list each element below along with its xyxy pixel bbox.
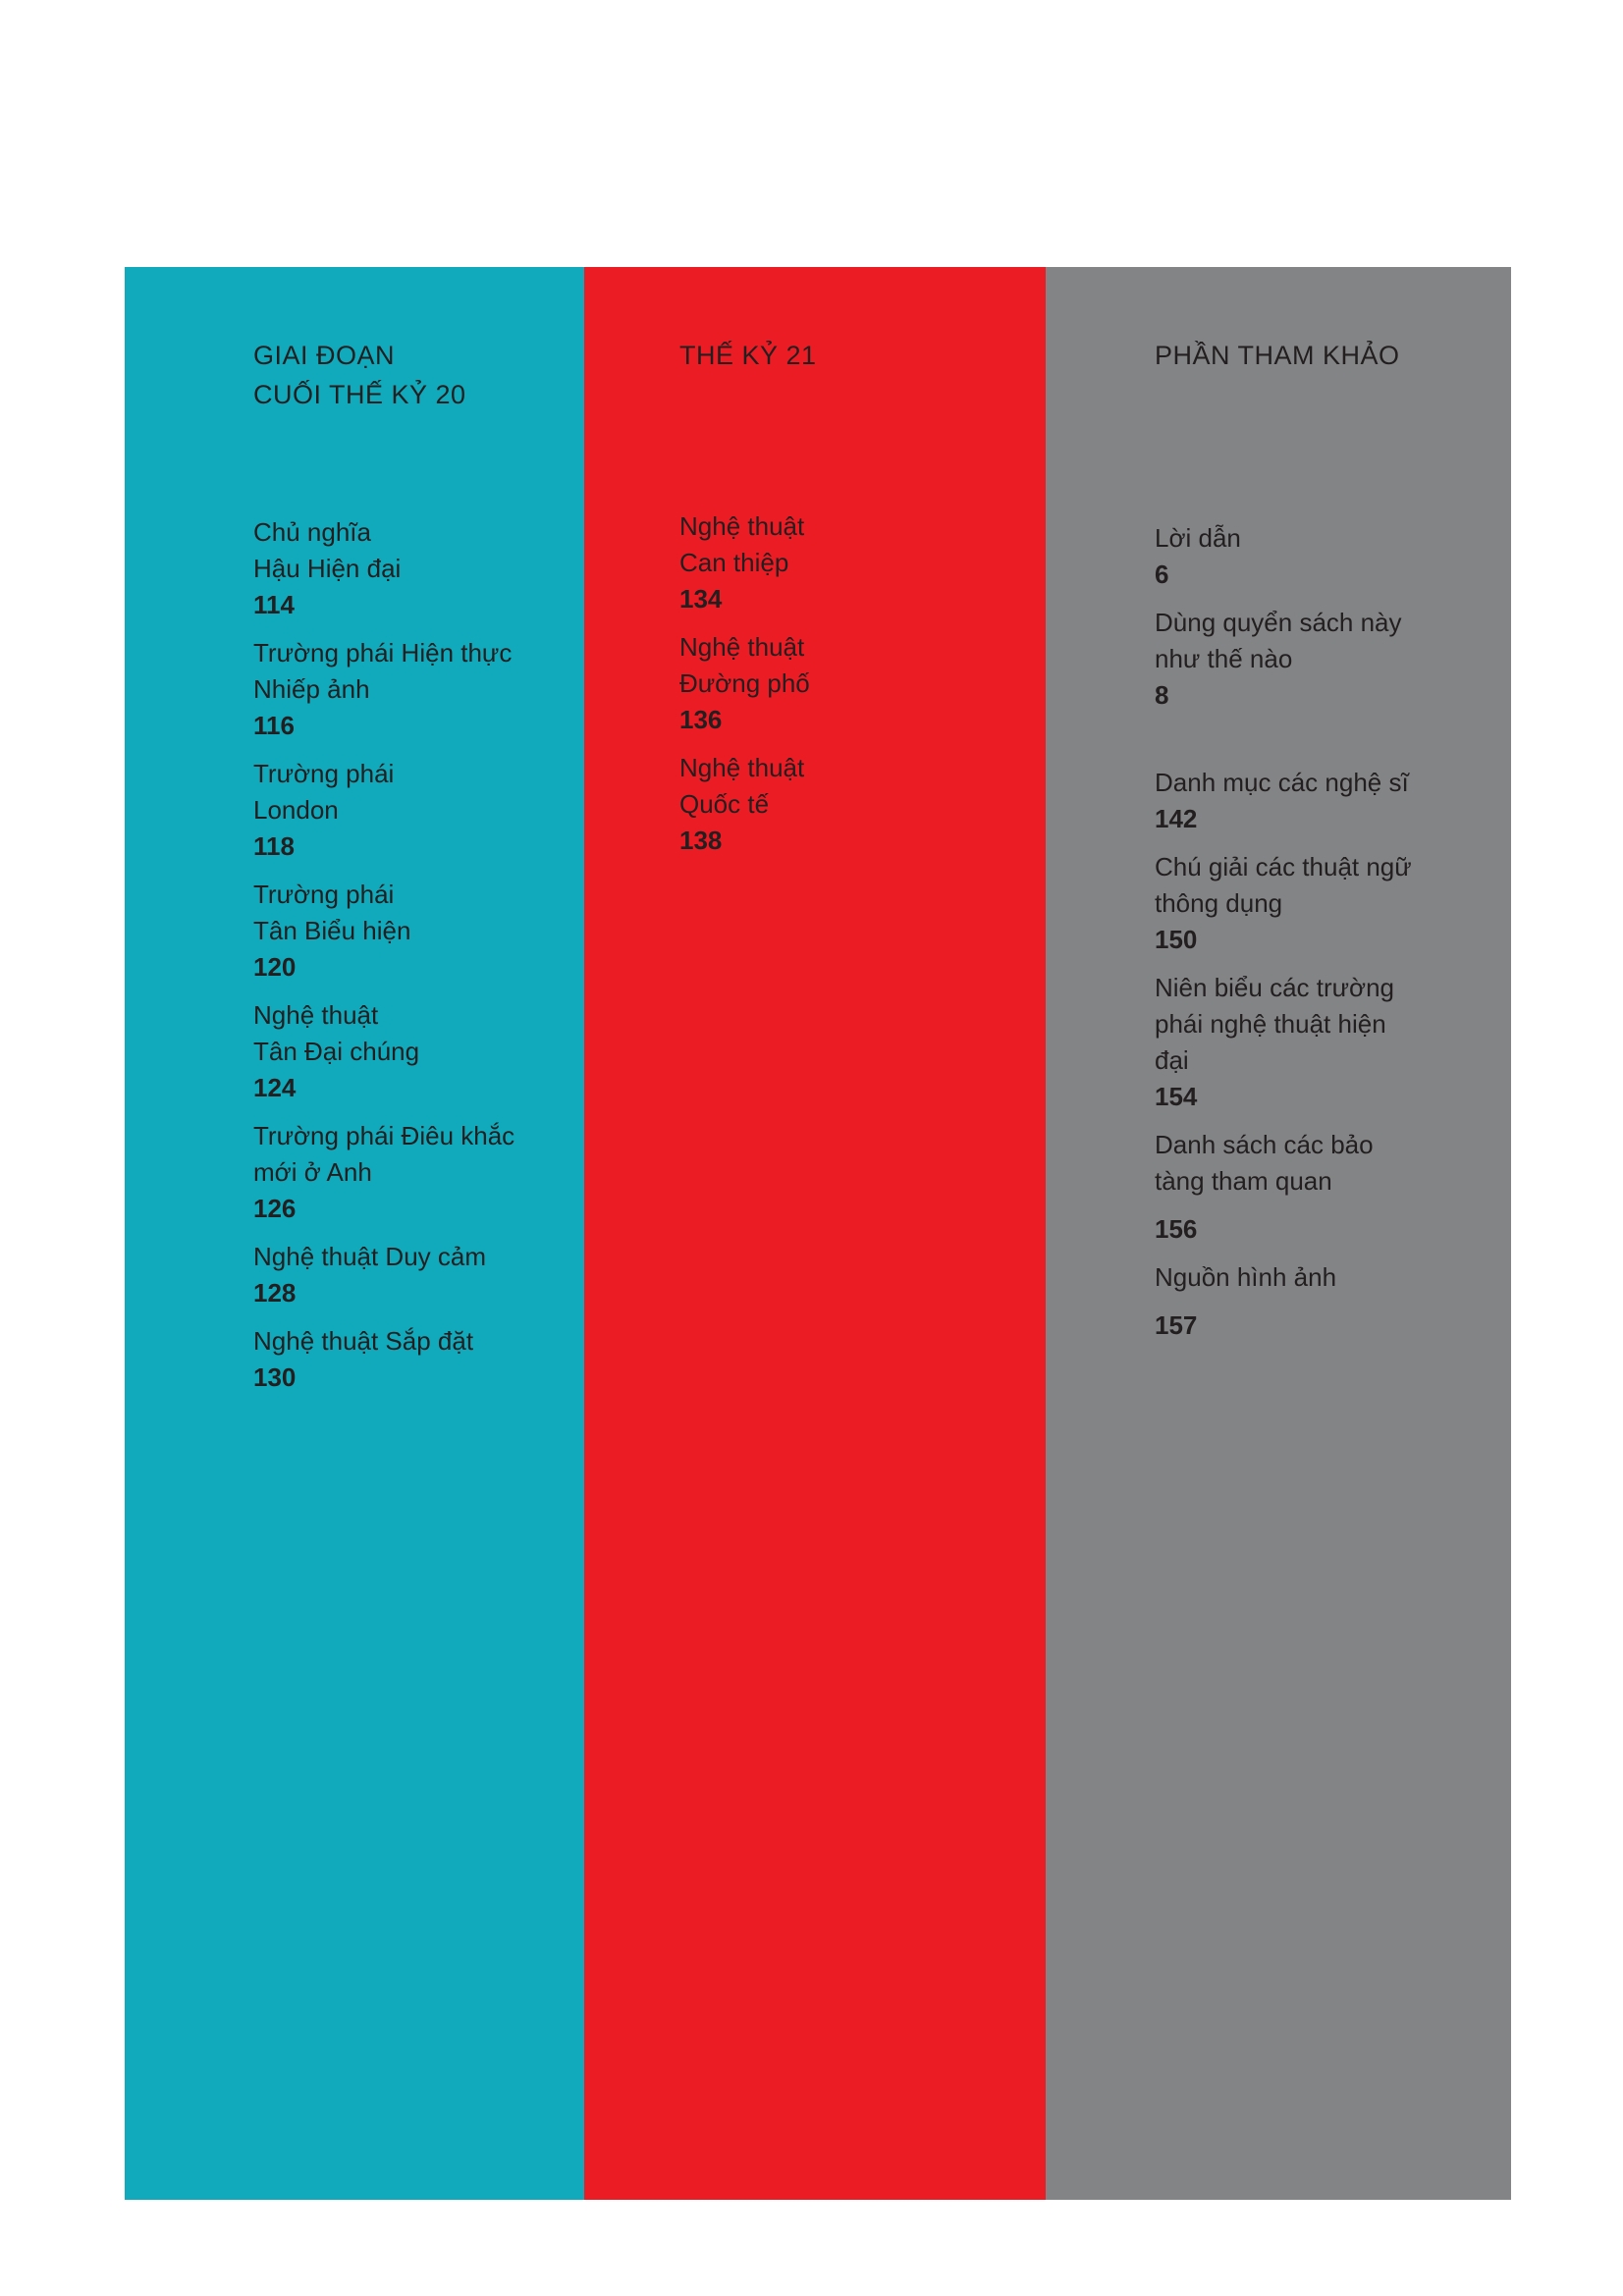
entry-title: Nghệ thuật (679, 632, 805, 662)
column-heading (679, 336, 817, 375)
entry-title: Nghệ thuật Sắp đặt (253, 1326, 474, 1356)
entry-page-number: 136 (679, 705, 723, 734)
entry-title: Lời dẫn (1155, 523, 1241, 553)
entry-title: Trường phái (253, 759, 395, 788)
entry-title: Danh mục các nghệ sĩ (1155, 768, 1409, 797)
entry-title: London (253, 795, 339, 825)
entry-title: Danh sách các bảo (1155, 1130, 1374, 1159)
entry-title: như thế nào (1155, 644, 1293, 673)
entry-title: tàng tham quan (1155, 1166, 1332, 1196)
entry-page-number: 114 (253, 590, 295, 619)
entry-page-number: 128 (253, 1278, 297, 1308)
heading-line: GIAI ĐOẠN (253, 341, 396, 370)
entry-title: Trường phái Hiện thực (253, 638, 513, 667)
entry-title: Dùng quyển sách này (1155, 608, 1402, 637)
entry-page-number: 138 (679, 826, 723, 855)
entry-page-number: 150 (1155, 925, 1198, 954)
entry-title: Nguồn hình ảnh (1155, 1262, 1337, 1292)
entry-title: Hậu Hiện đại (253, 554, 402, 583)
toc-entry[interactable] (1155, 765, 1449, 837)
toc-entry[interactable] (253, 1323, 548, 1396)
entry-title: Trường phái Điêu khắc (253, 1121, 515, 1150)
toc-entry[interactable] (1155, 849, 1449, 958)
toc-entry[interactable] (253, 514, 548, 623)
entry-title: đại (1155, 1045, 1189, 1075)
entry-page-number: 8 (1155, 680, 1169, 710)
toc-entry[interactable] (253, 756, 548, 865)
toc-entry[interactable] (679, 508, 974, 617)
entry-page-number: 156 (1155, 1214, 1198, 1244)
entry-title: thông dụng (1155, 888, 1283, 918)
entry-title: Trường phái (253, 880, 395, 909)
column-reference (1046, 267, 1511, 2200)
entry-page-number: 126 (253, 1194, 297, 1223)
entry-title: Can thiệp (679, 548, 789, 577)
toc-entry[interactable] (1155, 1127, 1449, 1248)
toc-entry[interactable] (253, 877, 548, 986)
entry-title: Chú giải các thuật ngữ (1155, 852, 1412, 881)
toc-entry[interactable] (1155, 605, 1449, 714)
heading-line: CUỐI THẾ KỶ 20 (253, 380, 466, 409)
entry-title: Tân Biểu hiện (253, 916, 411, 945)
heading-line: PHẦN THAM KHẢO (1155, 341, 1400, 370)
entry-title: phái nghệ thuật hiện (1155, 1009, 1386, 1039)
toc-entry[interactable] (253, 1118, 548, 1227)
entry-page-number: 157 (1155, 1310, 1198, 1340)
toc-entry[interactable] (253, 997, 548, 1106)
entry-title: Nghệ thuật (679, 753, 805, 782)
toc-list (679, 508, 974, 871)
entry-page-number: 142 (1155, 804, 1198, 833)
entry-page-number: 6 (1155, 560, 1169, 589)
entry-page-number: 124 (253, 1073, 297, 1102)
toc-list (1155, 520, 1449, 1356)
entry-title: Tân Đại chúng (253, 1037, 420, 1066)
entry-page-number: 154 (1155, 1082, 1198, 1111)
toc-entry[interactable] (1155, 970, 1449, 1115)
toc-entry[interactable] (253, 1239, 548, 1311)
entry-title: Quốc tế (679, 789, 770, 819)
entry-title: Đường phố (679, 668, 810, 698)
column-late-20th-century (125, 267, 584, 2200)
column-21st-century (584, 267, 1046, 2200)
toc-entry[interactable] (253, 635, 548, 744)
entry-title: Nghệ thuật (253, 1000, 379, 1030)
entry-title: Nhiếp ảnh (253, 674, 370, 704)
toc-entry[interactable] (679, 629, 974, 738)
entry-title: Chủ nghĩa (253, 517, 371, 547)
entry-title: Niên biểu các trường (1155, 973, 1395, 1002)
toc-list (253, 514, 548, 1408)
entry-page-number: 116 (253, 711, 295, 740)
entry-page-number: 118 (253, 831, 295, 861)
entry-page-number: 120 (253, 952, 297, 982)
entry-title: Nghệ thuật Duy cảm (253, 1242, 487, 1271)
entry-page-number: 134 (679, 584, 723, 614)
entry-title: mới ở Anh (253, 1157, 372, 1187)
toc-entry[interactable] (1155, 520, 1449, 593)
column-heading (1155, 336, 1400, 375)
heading-line: THẾ KỶ 21 (679, 341, 817, 370)
toc-entry[interactable] (1155, 1259, 1449, 1344)
column-heading (253, 336, 466, 414)
entry-title: Nghệ thuật (679, 511, 805, 541)
entry-page-number: 130 (253, 1362, 297, 1392)
toc-entry[interactable] (679, 750, 974, 859)
